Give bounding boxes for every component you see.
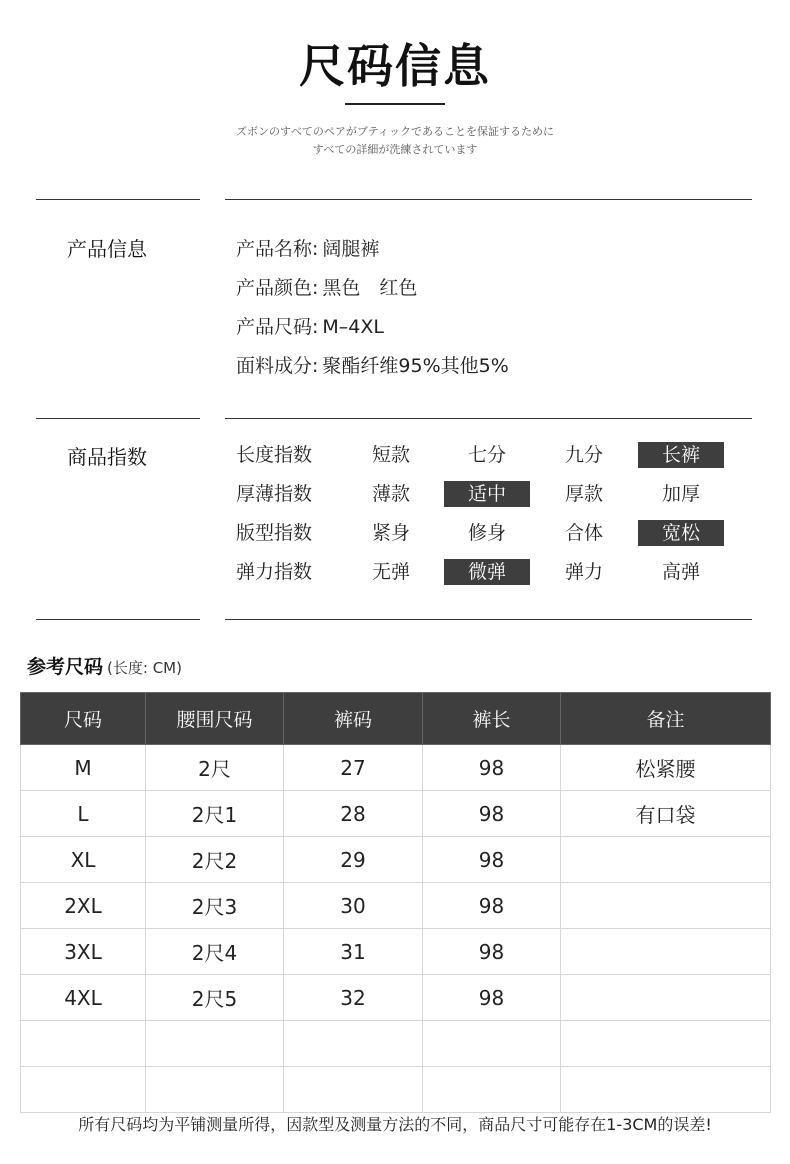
table-cell xyxy=(146,1021,284,1067)
index-option: 九分 xyxy=(564,444,603,466)
table-cell xyxy=(423,1067,561,1113)
size-table-header-row xyxy=(21,693,771,745)
table-cell xyxy=(561,883,771,929)
size-reference-title xyxy=(27,652,182,679)
column-header: 备注 xyxy=(561,693,771,745)
table-cell: 31 xyxy=(284,929,423,975)
table-cell xyxy=(284,1021,423,1067)
info-key: 产品名称: xyxy=(236,238,319,260)
index-row-name: 厚薄指数 xyxy=(236,483,313,505)
info-value: 阔腿裤 xyxy=(322,238,380,260)
divider-left-3 xyxy=(36,619,200,620)
info-value: 黑色 红色 xyxy=(322,277,418,299)
info-value: M–4XL xyxy=(322,316,384,338)
index-option: 七分 xyxy=(467,444,506,466)
subtitle-line-2: すべての詳細が洗練されています xyxy=(312,143,478,156)
info-row-color xyxy=(236,273,417,300)
unit-note: (长度: CM) xyxy=(107,659,182,677)
table-row xyxy=(21,1021,771,1067)
table-cell: 4XL xyxy=(21,975,146,1021)
table-cell: 2尺2 xyxy=(146,837,284,883)
table-cell: 29 xyxy=(284,837,423,883)
table-cell: 松紧腰 xyxy=(561,745,771,791)
index-option-selected: 长裤 xyxy=(638,442,724,468)
title-underline xyxy=(345,103,445,105)
table-cell: 2尺1 xyxy=(146,791,284,837)
index-row-name: 长度指数 xyxy=(236,444,313,466)
table-cell: 98 xyxy=(423,975,561,1021)
index-option-selected: 微弹 xyxy=(444,559,530,585)
index-option: 修身 xyxy=(467,522,506,544)
table-cell: 32 xyxy=(284,975,423,1021)
index-option: 紧身 xyxy=(371,522,410,544)
index-option-selected: 宽松 xyxy=(638,520,724,546)
table-cell: 98 xyxy=(423,929,561,975)
table-cell xyxy=(21,1067,146,1113)
table-cell xyxy=(146,1067,284,1113)
divider-right-3 xyxy=(225,619,752,620)
size-reference-heading: 参考尺码 xyxy=(27,656,104,678)
index-option: 高弹 xyxy=(661,561,700,583)
info-row-fabric xyxy=(236,351,509,378)
table-cell: 2尺3 xyxy=(146,883,284,929)
table-cell xyxy=(284,1067,423,1113)
info-key: 产品颜色: xyxy=(236,277,319,299)
table-cell: 2尺 xyxy=(146,745,284,791)
index-option: 合体 xyxy=(564,522,603,544)
table-cell: 98 xyxy=(423,837,561,883)
table-cell: 98 xyxy=(423,883,561,929)
table-cell xyxy=(423,1021,561,1067)
table-cell: 3XL xyxy=(21,929,146,975)
table-cell: 2XL xyxy=(21,883,146,929)
divider-left-1 xyxy=(36,199,200,200)
size-table xyxy=(20,692,771,1113)
info-key: 产品尺码: xyxy=(236,316,319,338)
subtitle-line-1: ズボンのすべてのペアがブティックであることを保証するために xyxy=(236,125,554,138)
table-cell: L xyxy=(21,791,146,837)
index-option: 厚款 xyxy=(564,483,603,505)
table-row xyxy=(21,975,771,1021)
info-value: 聚酯纤维95%其他5% xyxy=(322,355,509,377)
product-info-label: 产品信息 xyxy=(67,237,147,261)
table-row xyxy=(21,791,771,837)
divider-left-2 xyxy=(36,418,200,419)
table-row xyxy=(21,929,771,975)
table-row xyxy=(21,837,771,883)
table-cell: XL xyxy=(21,837,146,883)
table-cell: 98 xyxy=(423,791,561,837)
column-header: 腰围尺码 xyxy=(146,693,284,745)
table-cell xyxy=(21,1021,146,1067)
page-title: 尺码信息 xyxy=(299,39,491,93)
column-header: 裤长 xyxy=(423,693,561,745)
table-cell: 2尺4 xyxy=(146,929,284,975)
table-cell xyxy=(561,837,771,883)
table-cell: M xyxy=(21,745,146,791)
index-option: 加厚 xyxy=(661,483,700,505)
table-cell xyxy=(561,1021,771,1067)
index-row-name: 弹力指数 xyxy=(236,561,313,583)
index-option: 薄款 xyxy=(371,483,410,505)
column-header: 裤码 xyxy=(284,693,423,745)
table-row xyxy=(21,1067,771,1113)
index-option: 无弹 xyxy=(371,561,410,583)
column-header: 尺码 xyxy=(21,693,146,745)
product-index-label: 商品指数 xyxy=(67,445,147,469)
info-key: 面料成分: xyxy=(236,355,319,377)
divider-right-2 xyxy=(225,418,752,419)
table-cell: 98 xyxy=(423,745,561,791)
table-cell xyxy=(561,975,771,1021)
table-cell: 28 xyxy=(284,791,423,837)
table-cell xyxy=(561,1067,771,1113)
table-row xyxy=(21,883,771,929)
divider-right-1 xyxy=(225,199,752,200)
table-cell: 2尺5 xyxy=(146,975,284,1021)
table-cell xyxy=(561,929,771,975)
index-option-selected: 适中 xyxy=(444,481,530,507)
index-row-name: 版型指数 xyxy=(236,522,313,544)
footnote: 所有尺码均为平铺测量所得，因款型及测量方法的不同，商品尺寸可能存在1-3CM的误差! xyxy=(78,1115,712,1134)
info-row-name xyxy=(236,234,379,261)
index-option: 短款 xyxy=(371,444,410,466)
table-cell: 27 xyxy=(284,745,423,791)
table-row xyxy=(21,745,771,791)
table-cell: 有口袋 xyxy=(561,791,771,837)
index-option: 弹力 xyxy=(564,561,603,583)
table-cell: 30 xyxy=(284,883,423,929)
info-row-size xyxy=(236,312,384,339)
